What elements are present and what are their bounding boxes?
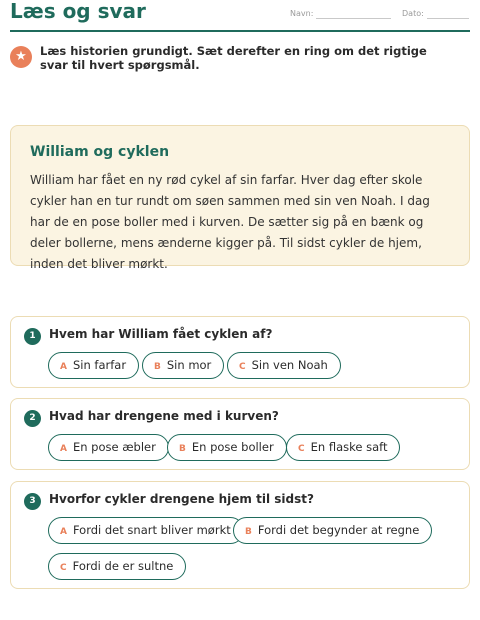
- date-field[interactable]: [402, 9, 469, 19]
- option-letter: B: [179, 444, 186, 454]
- story-title: William og cyklen: [30, 144, 170, 160]
- question-text: Hvorfor cykler drengene hjem til sidst?: [49, 492, 314, 506]
- option-letter: C: [298, 444, 305, 454]
- story-box: [10, 125, 470, 271]
- star-icon: ★: [10, 46, 32, 68]
- date-line: [427, 18, 469, 19]
- question-card-1: [10, 316, 470, 388]
- option-label: Sin mor: [166, 358, 212, 372]
- answer-option-1a[interactable]: [48, 352, 139, 379]
- option-label: Sin farfar: [72, 358, 127, 372]
- option-label: En pose æbler: [72, 440, 156, 454]
- question-number: 2: [24, 410, 41, 427]
- option-label: Fordi de er sultne: [72, 559, 174, 573]
- option-letter: C: [60, 563, 67, 573]
- option-letter: A: [60, 527, 67, 537]
- answer-option-3c[interactable]: [48, 553, 186, 580]
- option-letter: A: [60, 362, 67, 372]
- answer-option-1c[interactable]: [227, 352, 341, 379]
- answer-option-2c[interactable]: [286, 434, 400, 461]
- option-label: Sin ven Noah: [251, 358, 328, 372]
- answer-option-2b[interactable]: [167, 434, 287, 461]
- worksheet-header: [10, 0, 470, 32]
- option-letter: A: [60, 444, 67, 454]
- answer-option-1b[interactable]: [142, 352, 224, 379]
- story-text: William har fået en ny rød cykel af sin farfar. Hver dag efter skole cykler han en tur rundt om søen sammen med sin ven Noah. I dag har de en pose boller med i kurven. De sætter sig på en bænk og deler bollerne, mens ænderne kigger på. Til sidst cykler de hjem, inden det bliver mørkt.: [30, 173, 430, 271]
- answer-option-3a[interactable]: [48, 517, 244, 544]
- option-letter: C: [239, 362, 246, 372]
- date-label: Dato:: [402, 9, 424, 18]
- question-card-2: [10, 398, 470, 470]
- name-field[interactable]: [290, 9, 391, 19]
- instruction-text: Læs historien grundigt. Sæt derefter en ring om det rigtige svar til hvert spørgsmål.: [40, 44, 427, 72]
- answer-option-2a[interactable]: [48, 434, 169, 461]
- question-number: 3: [24, 493, 41, 510]
- option-label: Fordi det snart bliver mørkt: [72, 523, 231, 537]
- name-label: Navn:: [290, 9, 314, 18]
- name-line: [316, 18, 391, 19]
- question-number: 1: [24, 328, 41, 345]
- option-label: En pose boller: [191, 440, 274, 454]
- question-text: Hvem har William fået cyklen af?: [49, 327, 273, 341]
- question-card-3: [10, 481, 470, 589]
- option-label: Fordi det begynder at regne: [257, 523, 420, 537]
- option-letter: B: [245, 527, 252, 537]
- option-letter: B: [154, 362, 161, 372]
- question-text: Hvad har drengene med i kurven?: [49, 409, 279, 423]
- answer-option-3b[interactable]: [233, 517, 432, 544]
- page-title: Læs og svar: [10, 0, 146, 23]
- option-label: En flaske saft: [310, 440, 388, 454]
